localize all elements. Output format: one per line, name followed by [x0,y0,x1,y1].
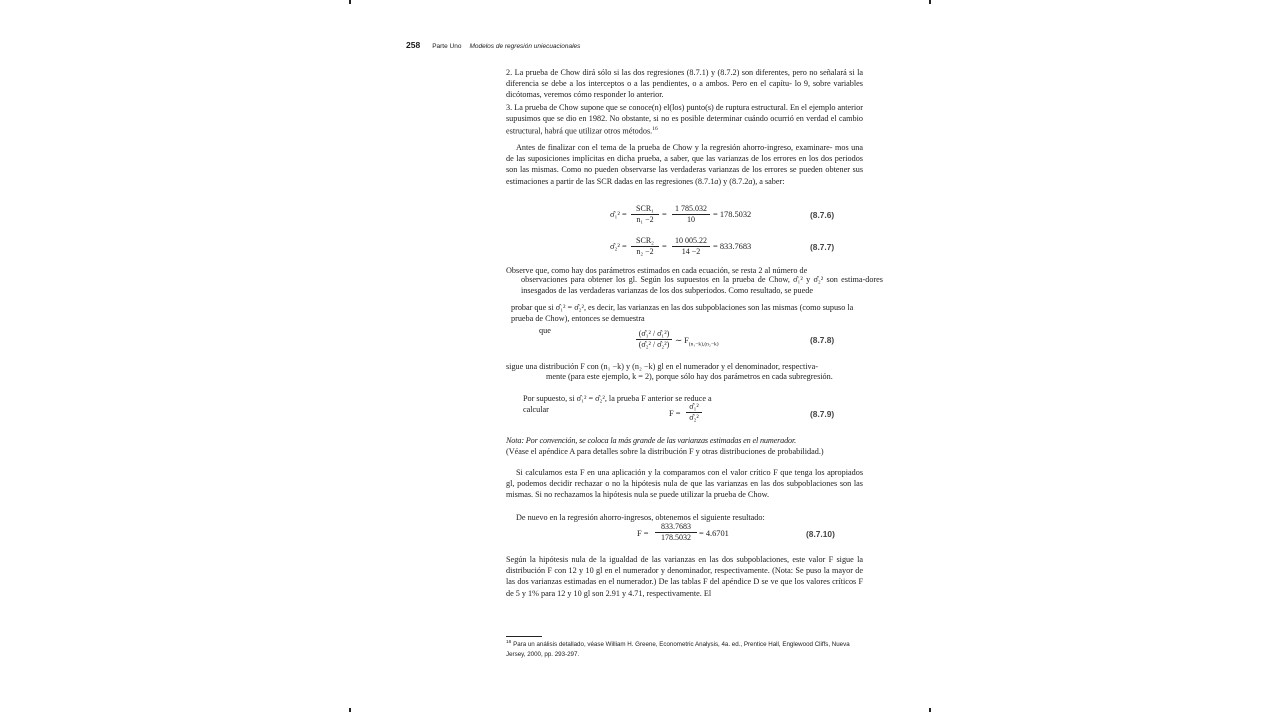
fraction-variance-ratio [636,329,672,350]
paragraph-por-supuesto: Por supuesto, si σ̂₁² = σ̂₂², la prueba F anterior se reduce a [523,394,712,403]
fraction-f [686,402,702,423]
footnote-number: 16 [506,640,512,645]
paragraph-probar: probar que si σ̂₁² = σ̂₂², es decir, las varianzas en las dos subpoblaciones son las mismas (como supuso la prueba de Chow), entonces se demuestra [511,303,854,323]
paragraph-calcular: calcular [523,405,549,414]
fraction-scr1 [631,204,659,225]
equation-number: (8.7.10) [806,529,835,539]
paragraph-text: ), a saber: [752,176,785,186]
paragraph-text: Antes de finalizar con el tema de la prueba de Chow y la regresión ahorro-ingreso, examinare- mos una de las suposiciones implícitas en dicha prueba, a saber, que las varianzas de los errores en los dos periodos son las mismas. Como no pueden observarse las verdaderas varianzas de los errores se pueden obtener sus estimaciones a partir de las SCR dadas en las regresiones (8.7.1 [506,143,863,186]
eq-result: = 833.7683 [713,242,752,251]
equation-8-7-6 [610,210,627,219]
paragraph-text: ) y (8.7.2 [718,176,749,186]
denominator: (σ̂₂² / σ̂₂²) [638,340,670,349]
f-distribution [675,335,719,348]
fraction-values [672,236,710,257]
eq-lhs: σ̂₂² = [610,242,627,251]
crop-mark-top-left [349,0,351,4]
page-header [406,35,580,53]
paragraph-variances [506,142,863,187]
equation-8-7-10: F = [637,529,649,538]
sub-a: a [748,176,753,186]
paragraph-segun: Según la hipótesis nula de la igualdad de las varianzas en las dos subpoblaciones, este valor F sigue la distribución F con 12 y 10 gl en el numerador y denominador, respectivamente. (Nota: Se puso la mayor de las dos varianzas estimadas en el numerador.) De las tablas F del apéndice D se ve que los valores críticos F de 5 y 1% para 12 y 10 gl son 2.91 y 4.71, respectivamente. El [506,555,863,598]
numerator: 1 785.032 [672,204,710,215]
fraction-f-value [655,522,697,543]
numerator: SCR₁ [631,204,659,215]
numerator: (σ̂₁² / σ̂₁²) [636,329,672,340]
denominator: σ̂₂² [689,413,699,422]
paragraph-que: que [539,326,551,335]
paragraph-si-calculamos: Si calculamos esta F en una aplicación y la comparamos con el valor crítico F que tenga los apropiados gl, podemos decidir rechazar o no la hipótesis nula de que las varianzas en las dos subpoblaciones son las mismas. Si no rechazamos la hipótesis nula se puede utilizar la prueba de Chow. [506,468,863,500]
page-number: 258 [406,40,421,50]
equation-8-7-7 [610,242,627,251]
footnote-text: Para un análisis detallado, véase William H. Greene, Econometric Analysis, 4a. ed., Prentice Hall, Englewood Cliffs, Nueva Jersey, 2000, pp. 293-297. [506,641,850,658]
distribution-df: (n₁−k),(n₂−k) [688,341,719,348]
denominator: 178.5032 [661,533,691,542]
numerator: 10 005.22 [672,236,710,247]
crop-mark-top-right [929,0,931,4]
sub-a: a [714,176,719,186]
eq-result: = 4.6701 [699,529,729,538]
distribution-symbol: ∼ F [675,336,689,345]
chapter-title: Modelos de regresión uniecuacionales [469,43,581,50]
equation-number: (8.7.9) [810,409,835,419]
paragraph-mente: mente (para este ejemplo, k = 2), porque sólo hay dos parámetros en cada subregresión. [546,372,833,381]
fraction-values [672,204,710,225]
paragraph-observations: observaciones para obtener los gl. Según los supuestos en la prueba de Chow, σ̂₁² y σ̂₂² son estima-dores insesgados de las verdaderas varianzas de los dos subperiodos. Como resultado, se puede [521,275,883,295]
paragraph-point-3 [506,102,863,137]
numerator: SCR₂ [631,236,659,247]
denominator: n₁ −2 [636,215,654,224]
equation-number: (8.7.8) [810,335,835,345]
numerator: 833.7683 [655,522,697,533]
equation-number: (8.7.6) [810,210,835,220]
crop-mark-bottom-right [929,708,931,712]
note-convention: Nota: Por convención, se coloca la más grande de las varianzas estimadas en el numerador. [506,436,797,445]
paragraph-text: 3. La prueba de Chow supone que se conoce(n) el(los) punto(s) de ruptura estructural. En el ejemplo anterior supusimos que se dio en 1982. No obstante, si no es posible determinar cuándo ocurrió en verdad el cambio estructural, habrá que utilizar otros métodos. [506,103,863,137]
part-label: Parte Uno [432,43,462,50]
equation-number: (8.7.7) [810,242,835,252]
eq-equals: = [662,242,667,251]
footnote-rule [506,636,542,637]
eq-lhs: σ̂₁² = [610,210,627,219]
footnote [506,638,863,659]
paragraph-sigue: sigue una distribución F con (n₁ −k) y (n₂ −k) gl en el numerador y el denominador, respectiva- [506,362,819,371]
paragraph-observe: Observe que, como hay dos parámetros estimados en cada ecuación, se resta 2 al número de [506,266,808,275]
denominator: n₂ −2 [636,247,654,256]
note-appendix: (Véase el apéndice A para detalles sobre la distribución F y otras distribuciones de probabilidad.) [506,447,824,456]
denominator: 10 [687,215,695,224]
paragraph-point-2: 2. La prueba de Chow dirá sólo si las dos regresiones (8.7.1) y (8.7.2) son diferentes, pero no señalará si la diferencia se debe a los interceptos o a las pendientes, o a ambos. Pero en el capítu- lo 9, sobre variables dicótomas, veremos cómo responder lo anterior. [506,68,863,100]
footnote-ref: 16 [652,126,658,133]
equation-8-7-9: F = [669,409,681,418]
paragraph-de-nuevo: De nuevo en la regresión ahorro-ingresos, obtenemos el siguiente resultado: [516,513,765,522]
eq-equals: = [662,210,667,219]
numerator: σ̂₁² [686,402,702,413]
fraction-scr2 [631,236,659,257]
crop-mark-bottom-left [349,708,351,712]
denominator: 14 −2 [681,247,701,256]
eq-result: = 178.5032 [713,210,752,219]
